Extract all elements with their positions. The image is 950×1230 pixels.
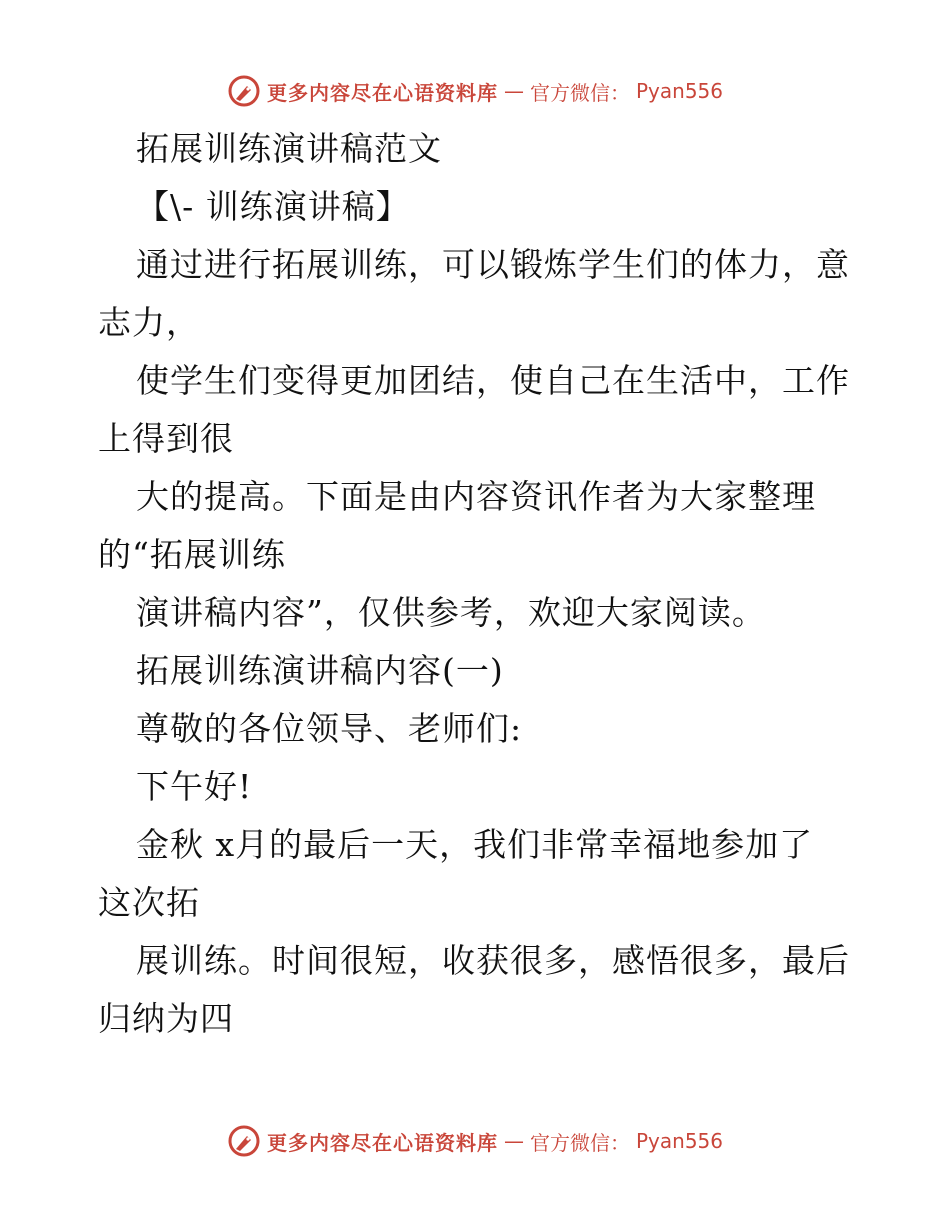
paragraph-line: 通过进行拓展训练，可以锻炼学生们的体力，意 [136,245,850,284]
subsection-heading: 拓展训练演讲稿内容(一) [136,651,504,690]
greeting: 下午好! [136,767,253,806]
salutation: 尊敬的各位领导、老师们: [136,709,523,748]
pen-nib-circle-icon [227,1124,261,1158]
footer-watermark [0,1124,950,1158]
watermark-brand: 更多内容尽在心语资料库 [266,80,498,105]
watermark-label: 官方微信： [529,80,630,105]
paragraph-line: 志力， [98,303,200,342]
paragraph-line: 这次拓 [98,883,200,922]
paragraph-line: 大的提高。下面是由内容资讯作者为大家整理 [136,477,816,516]
watermark-brand: 更多内容尽在心语资料库 [266,1130,498,1155]
watermark-id: Pyan556 [635,1129,723,1153]
paragraph-line: 归纳为四 [98,999,234,1038]
header-watermark [0,74,950,108]
paragraph-line: 金秋 x月的最后一天，我们非常幸福地参加了 [136,825,814,864]
paragraph-line: 使学生们变得更加团结，使自己在生活中，工作 [136,361,850,400]
paragraph-line: 的“拓展训练 [98,535,286,574]
paragraph-line: 展训练。时间很短，收获很多，感悟很多，最后 [136,941,850,980]
pen-nib-circle-icon [227,74,261,108]
watermark-label: 官方微信： [529,1130,630,1155]
document-title: 拓展训练演讲稿范文 [136,129,442,168]
watermark-separator: — [503,1129,524,1153]
watermark-id: Pyan556 [635,79,723,103]
paragraph-line: 上得到很 [98,419,234,458]
watermark-separator: — [503,79,524,103]
document-body [98,120,858,1048]
section-heading: 【\- 训练演讲稿】 [136,187,410,226]
paragraph-line: 演讲稿内容”，仅供参考，欢迎大家阅读。 [136,593,766,632]
